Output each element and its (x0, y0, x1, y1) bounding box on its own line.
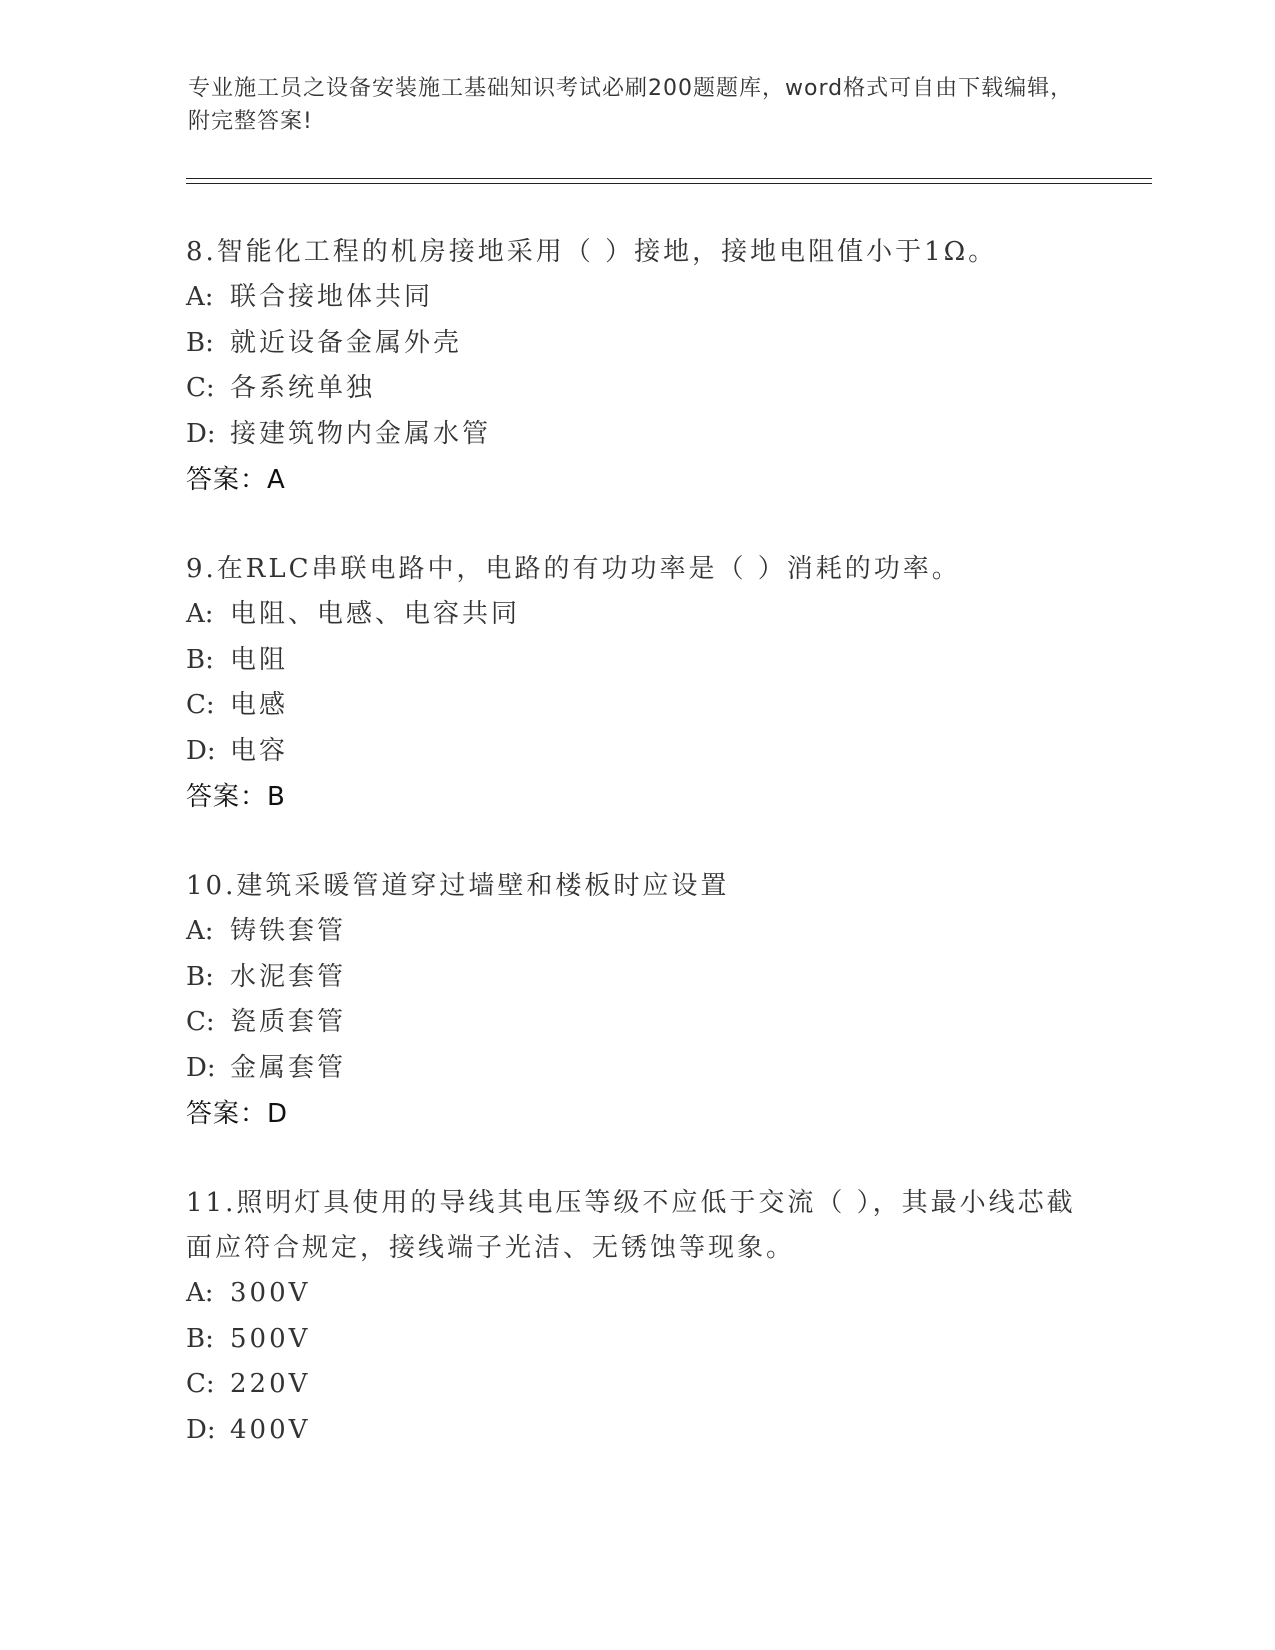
option-text: 就近设备金属外壳 (230, 327, 463, 358)
question-8 (186, 230, 1086, 503)
option-letter: D: (186, 1052, 216, 1083)
question-stem: 10.建筑采暖管道穿过墙壁和楼板时应设置 (186, 871, 730, 901)
option-letter: D: (186, 418, 216, 449)
option-text: 接建筑物内金属水管 (230, 418, 492, 449)
option-text: 500V (230, 1323, 311, 1354)
option-letter: B: (186, 327, 214, 358)
option-d (186, 1408, 1086, 1454)
option-letter: D: (186, 735, 216, 766)
option-b (186, 638, 1086, 684)
option-a (186, 275, 1086, 321)
question-9 (186, 547, 1086, 820)
option-text: 铸铁套管 (230, 916, 347, 946)
option-a (186, 592, 1086, 638)
option-letter: D: (186, 1414, 216, 1445)
option-letter: B: (186, 644, 214, 675)
option-letter: A: (186, 599, 214, 629)
option-letter: C: (186, 373, 215, 403)
option-d (186, 729, 1086, 775)
option-b (186, 1317, 1086, 1363)
option-letter: B: (186, 1323, 214, 1354)
question-11 (186, 1181, 1086, 1453)
option-text: 水泥套管 (230, 961, 347, 992)
option-a (186, 909, 1086, 955)
option-text: 电阻 (230, 644, 289, 675)
answer-line: 答案：A (186, 465, 286, 495)
option-letter: A: (186, 1278, 214, 1308)
option-letter: C: (186, 1007, 215, 1037)
option-a (186, 1271, 1086, 1317)
option-letter: A: (186, 282, 214, 312)
option-c (186, 683, 1086, 729)
option-text: 联合接地体共同 (230, 282, 434, 312)
answer-line: 答案：D (186, 1099, 289, 1129)
option-d (186, 412, 1086, 458)
option-text: 400V (230, 1414, 311, 1445)
option-c (186, 366, 1086, 412)
question-stem: 9.在RLC串联电路中，电路的有功功率是（ ）消耗的功率。 (186, 554, 961, 584)
header-rule-top (186, 178, 1152, 179)
option-b (186, 321, 1086, 367)
document-header (188, 72, 1088, 138)
option-letter: A: (186, 916, 214, 946)
option-text: 电容 (230, 735, 289, 766)
option-letter: C: (186, 690, 215, 720)
header-title: 专业施工员之设备安装施工基础知识考试必刷200题题库，word格式可自由下载编辑，附完整答案! (188, 76, 1074, 134)
option-text: 电感 (230, 690, 289, 720)
option-text: 瓷质套管 (230, 1007, 347, 1037)
answer-line: 答案：B (186, 782, 286, 812)
option-b (186, 955, 1086, 1001)
option-c (186, 1000, 1086, 1046)
question-10 (186, 864, 1086, 1137)
option-letter: C: (186, 1369, 215, 1399)
option-text: 金属套管 (230, 1052, 347, 1083)
option-letter: B: (186, 961, 214, 992)
question-stem: 8.智能化工程的机房接地采用（ ）接地，接地电阻值小于1Ω。 (186, 237, 998, 267)
question-stem: 11.照明灯具使用的导线其电压等级不应低于交流（ ），其最小线芯截面应符合规定，接线端子光洁、无锈蚀等现象。 (186, 1188, 1076, 1263)
option-text: 300V (230, 1278, 311, 1308)
option-text: 各系统单独 (230, 373, 376, 403)
option-text: 220V (230, 1369, 311, 1399)
option-c (186, 1362, 1086, 1408)
option-d (186, 1046, 1086, 1092)
header-rule-bottom (186, 183, 1152, 184)
option-text: 电阻、电感、电容共同 (230, 599, 521, 629)
